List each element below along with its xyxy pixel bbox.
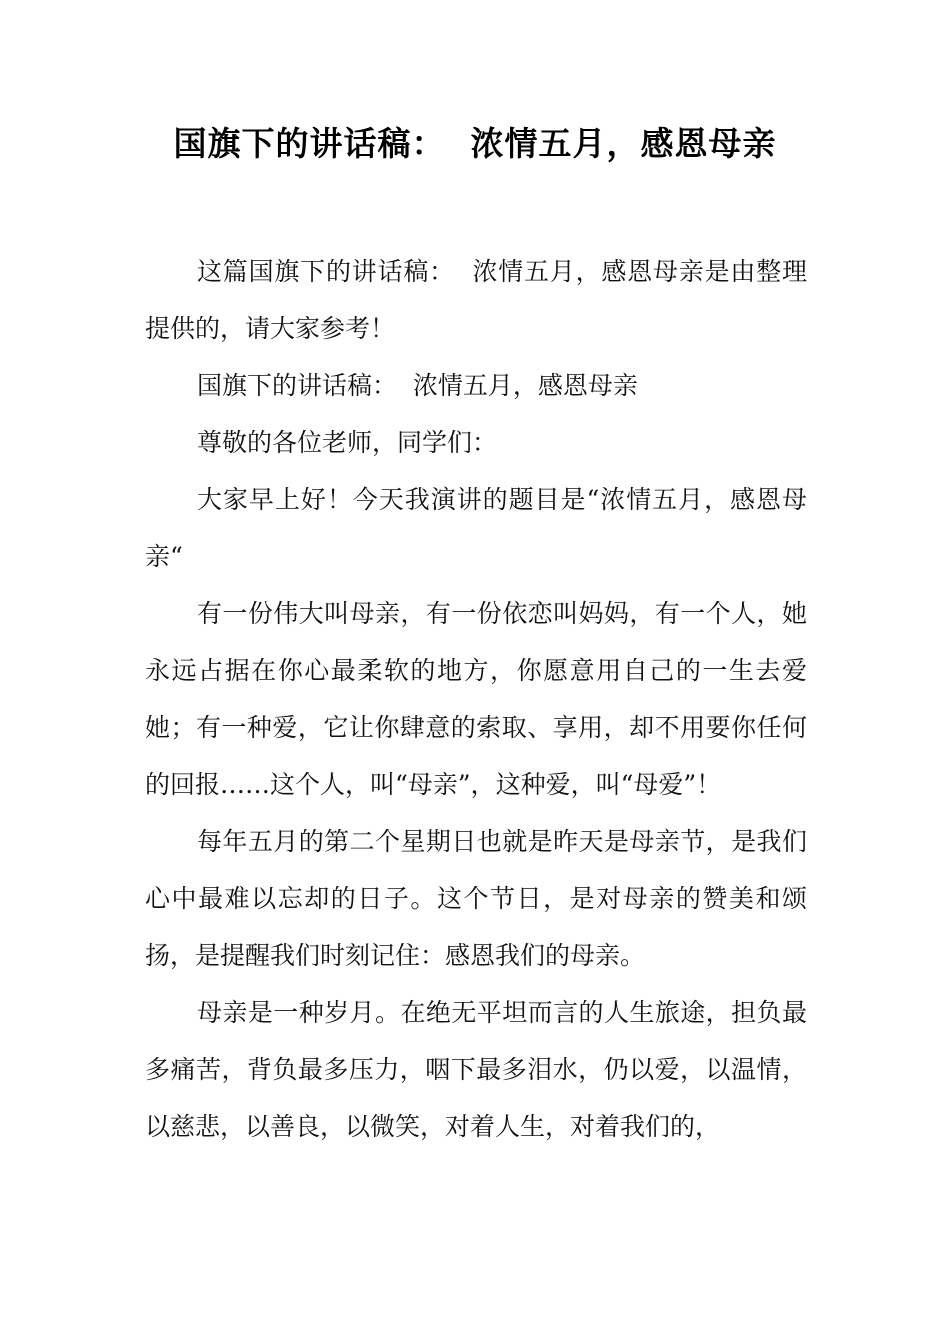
- paragraph-mother-love: 有一份伟大叫母亲，有一份依恋叫妈妈，有一个人，她永远占据在你心最柔软的地方，你愿意用自己的一生去爱她；有一种爱，它让你肆意的索取、享用，却不用要你任何的回报……这个人，叫“母亲”，这种爱，叫“母爱”！: [145, 599, 807, 799]
- paragraph-mothers-day: 每年五月的第二个星期日也就是昨天是母亲节，是我们心中最难以忘却的日子。这个节日，是对母亲的赞美和颂扬，是提醒我们时刻记住：感恩我们的母亲。: [145, 827, 807, 970]
- paragraph-subtitle: 国旗下的讲话稿： 浓情五月，感恩母亲: [197, 371, 638, 400]
- document-title: 国旗下的讲话稿： 浓情五月，感恩母亲: [173, 124, 777, 163]
- paragraph-intro: 这篇国旗下的讲话稿： 浓情五月，感恩母亲是由整理提供的，请大家参考！: [145, 257, 807, 343]
- paragraph-greeting: 大家早上好！今天我演讲的题目是“浓情五月，感恩母亲“: [145, 485, 807, 571]
- paragraph-salutation: 尊敬的各位老师，同学们：: [197, 428, 498, 457]
- document-body: [145, 243, 807, 1155]
- paragraph-mother-years: 母亲是一种岁月。在绝无平坦而言的人生旅途，担负最多痛苦，背负最多压力，咽下最多泪水，仍以爱，以温情，以慈悲，以善良，以微笑，对着人生，对着我们的，: [145, 998, 807, 1141]
